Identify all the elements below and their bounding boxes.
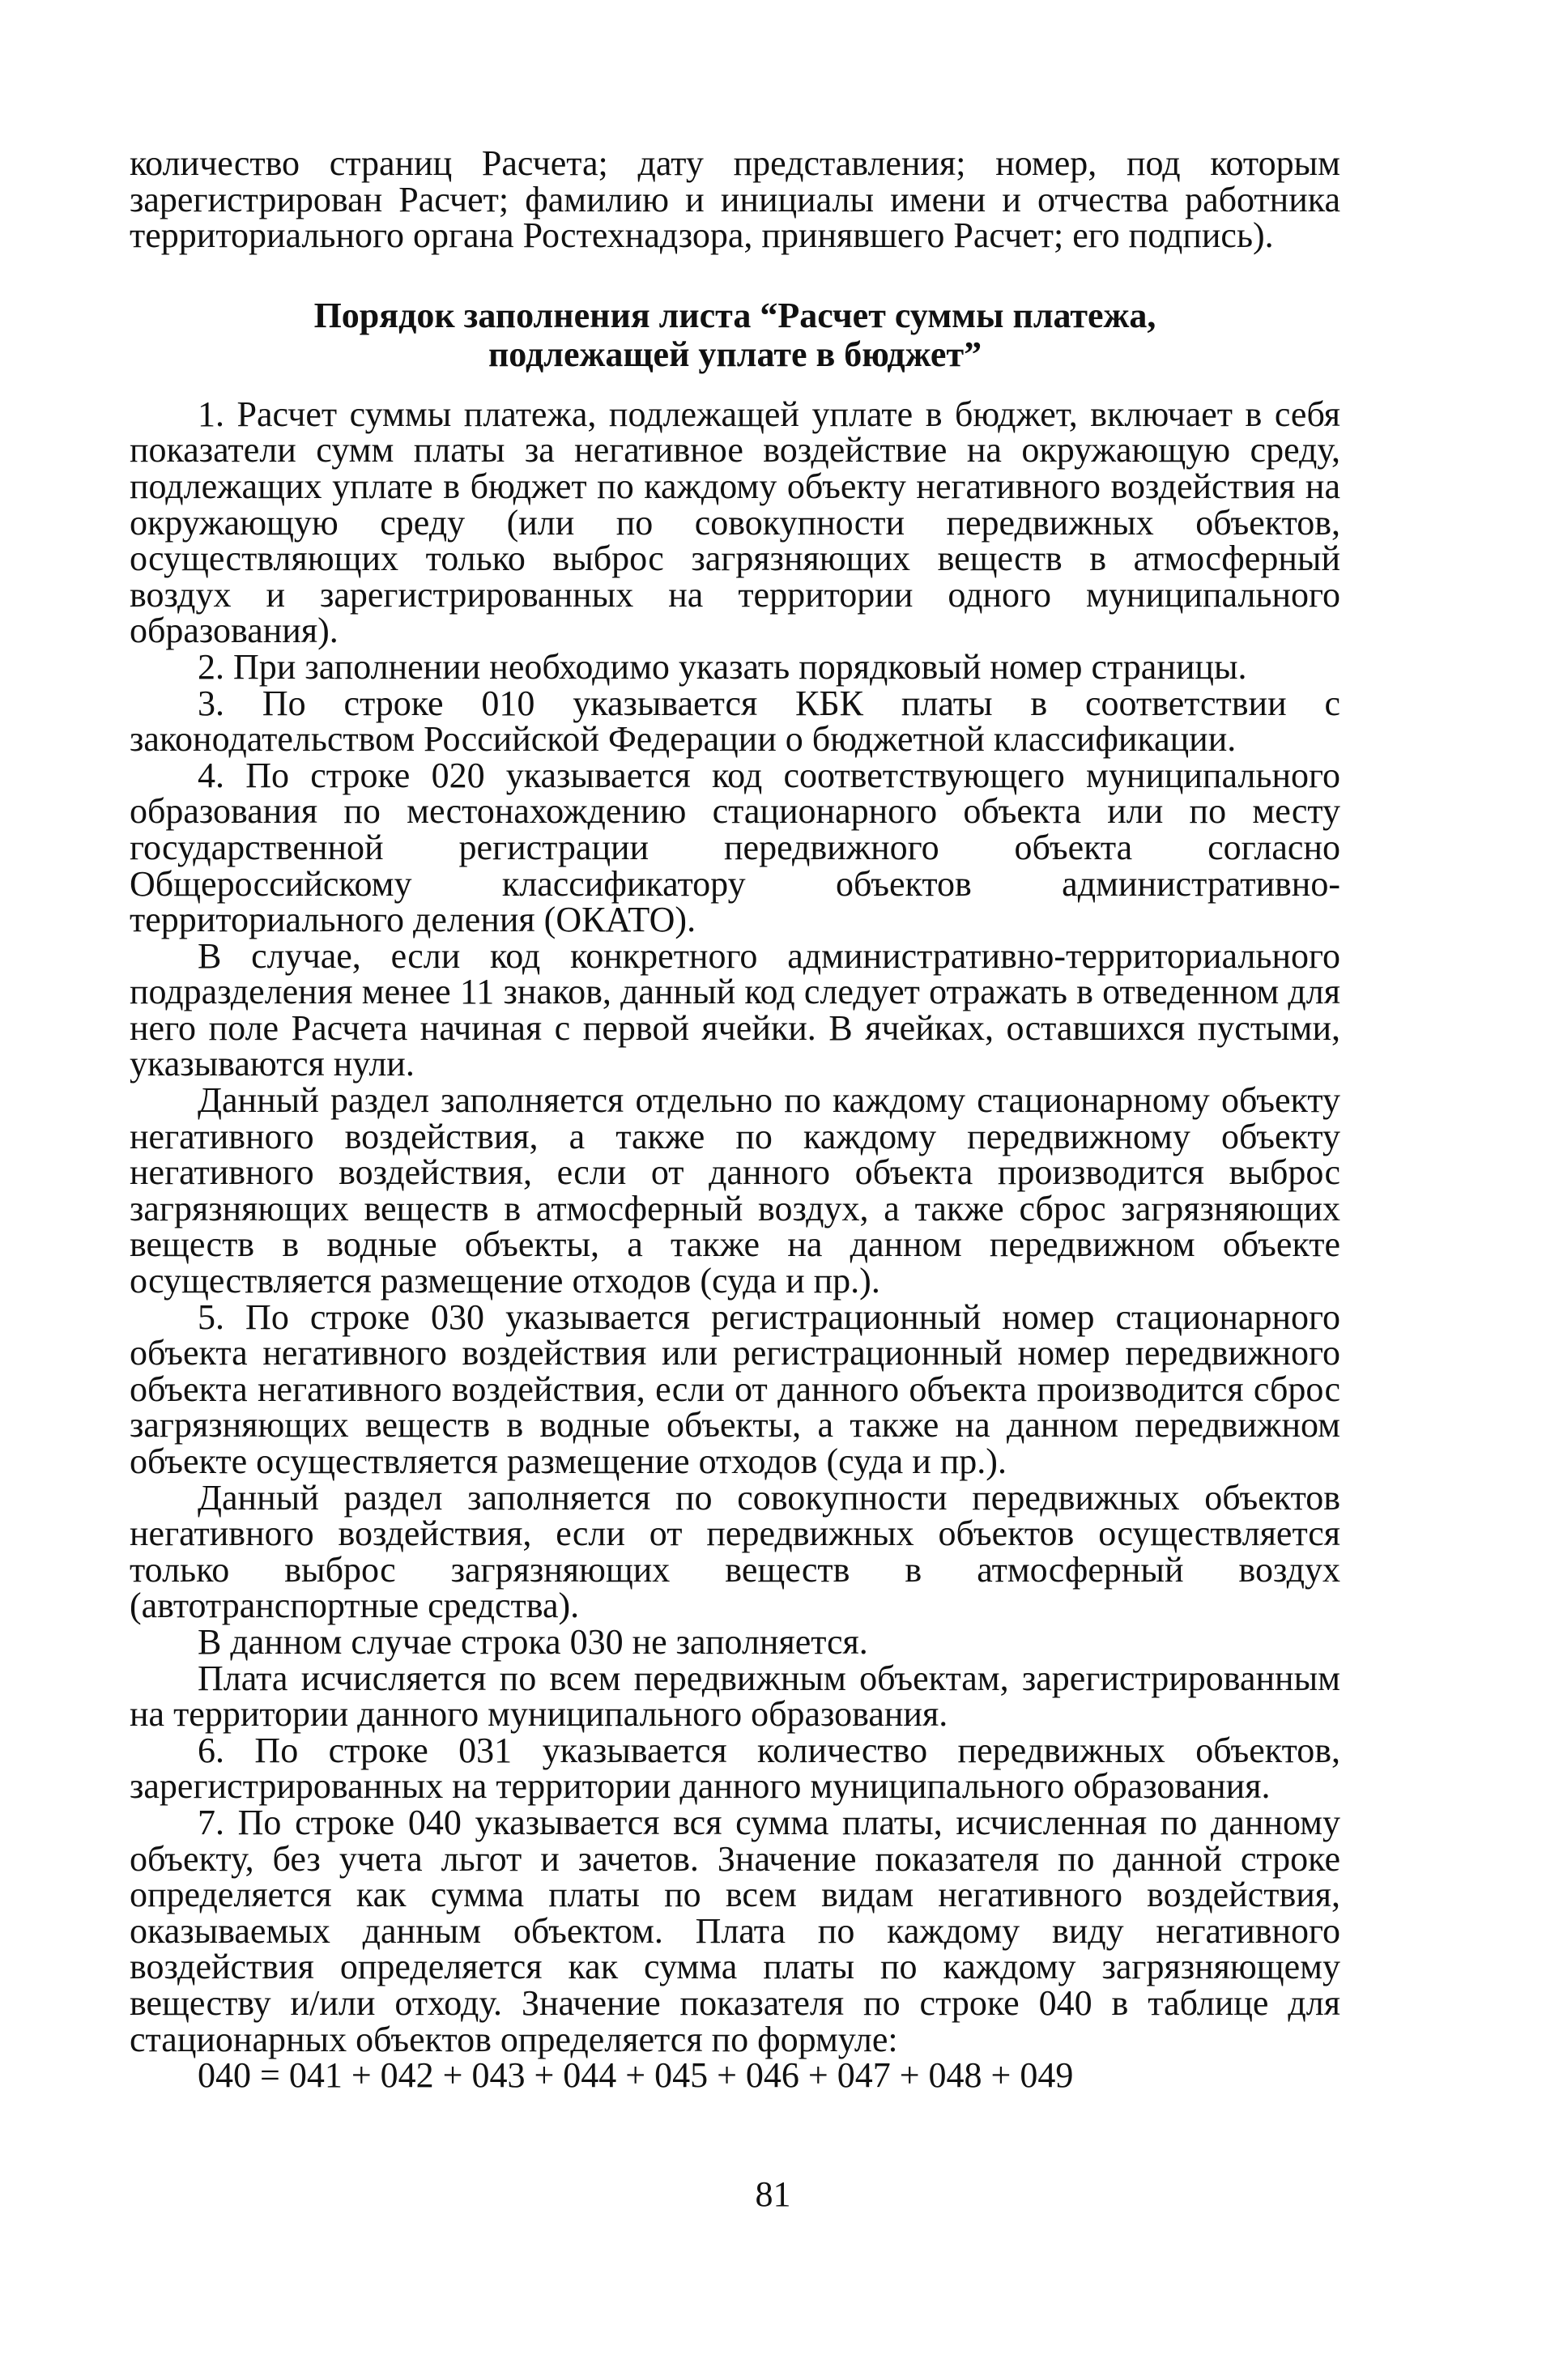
paragraph-item-7: 7. По строке 040 указывается вся сумма платы, исчисленная по данному объекту, без учета льгот и зачетов. Значение показателя по данной строке определяется как сумма платы по всем видам негативного воздействия, оказываемых данным объектом. Плата по каждому виду негативного воздействия определяется как сумма платы по каждому загрязняющему веществу и/или отходу. Значение показателя по строке 040 в таблице для стационарных объектов определяется по формуле: xyxy=(130,1802,1340,2059)
section-heading-line-1: Порядок заполнения листа “Расчет суммы платежа, xyxy=(313,295,1156,335)
paragraph-item-1: 1. Расчет суммы платежа, подлежащей уплате в бюджет, включает в себя показатели сумм платы за негативное воздействие на окружающую среду, подлежащих уплате в бюджет по каждому объекту негативного воздействия на окружающую среду (или по совокупности передвижных объектов, осуществляющих только выброс загрязняющих веществ в атмосферный воздух и зарегистрированных на территории одного муниципального образования). xyxy=(130,394,1340,651)
paragraph-item-5: 5. По строке 030 указывается регистрационный номер стационарного объекта негативного воздействия или регистрационный номер передвижного объекта негативного воздействия, если от данного объекта производится сброс загрязняющих веществ в водные объекты, а также на данном передвижном объекте осуществляется размещение отходов (суда и пр.). xyxy=(130,1296,1340,1481)
intro-paragraph: количество страниц Расчета; дату представления; номер, под которым зарегистрирован Расчет; фамилию и инициалы имени и отчества работника территориального органа Ростехнадзора, принявшего Расчет; его подпись). xyxy=(130,143,1340,256)
paragraph-fee-calculation: Плата исчисляется по всем передвижным объектам, зарегистрированным на территории данного муниципального образования. xyxy=(130,1658,1340,1735)
section-heading xyxy=(130,296,1340,374)
paragraph-okato-note: В случае, если код конкретного административно-территориального подразделения менее 11 знаков, данный код следует отражать в отведенном для него поле Расчета начиная с первой ячейки. В ячейках, оставшихся пустыми, указываются нули. xyxy=(130,935,1340,1084)
paragraph-item-2: 2. При заполнении необходимо указать порядковый номер страницы. xyxy=(198,646,1247,687)
page-number: 81 xyxy=(755,2174,791,2214)
formula-line-040: 040 = 041 + 042 + 043 + 044 + 045 + 046 + 047 + 048 + 049 xyxy=(198,2055,1074,2096)
paragraph-line-030-note: В данном случае строка 030 не заполняется. xyxy=(198,1621,868,1662)
section-heading-line-2: подлежащей уплате в бюджет” xyxy=(488,334,982,374)
paragraph-section-scope: Данный раздел заполняется отдельно по каждому стационарному объекту негативного воздействия, а также по каждому передвижному объекту негативного воздействия, если от данного объекта производится выброс загрязняющих веществ в атмосферный воздух, а также сброс загрязняющих веществ в водные объекты, а также на данном передвижном объекте осуществляется размещение отходов (суда и пр.). xyxy=(130,1080,1340,1301)
paragraph-item-4: 4. По строке 020 указывается код соответствующего муниципального образования по местонахождению стационарного объекта или по месту государственной регистрации передвижного объекта согласно Общероссийскому классификатору объектов административно-территориального деления (ОКАТО). xyxy=(130,755,1340,940)
paragraph-mobile-objects: Данный раздел заполняется по совокупности передвижных объектов негативного воздействия, если от передвижных объектов осуществляется только выброс загрязняющих веществ в атмосферный воздух (автотранспортные средства). xyxy=(130,1477,1340,1626)
paragraph-item-6: 6. По строке 031 указывается количество передвижных объектов, зарегистрированных на территории данного муниципального образования. xyxy=(130,1730,1340,1807)
paragraph-item-3: 3. По строке 010 указывается КБК платы в соответствии с законодательством Российской Федерации о бюджетной классификации. xyxy=(130,683,1340,760)
